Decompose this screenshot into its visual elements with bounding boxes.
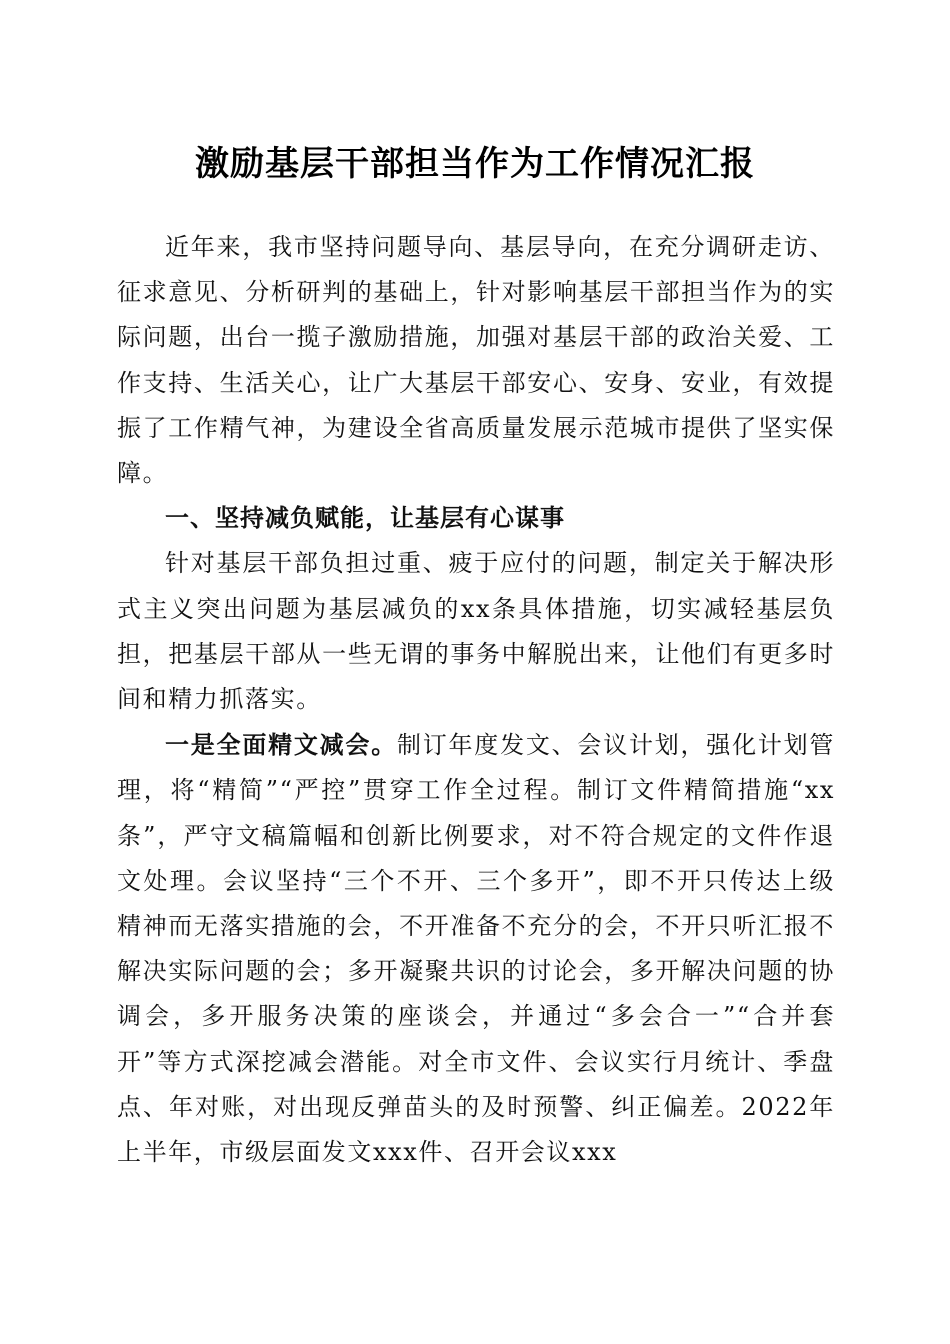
section-paragraph: 针对基层干部负担过重、疲于应付的问题，制定关于解决形式主义突出问题为基层减负的xx条具体措施，切实减轻基层负担，把基层干部从一些无谓的事务中解脱出来，让他们有更多时间和精力抓落实。 xyxy=(117,549,835,714)
item-lead: 一是全面精文减会。 xyxy=(165,730,397,760)
item-text: 制订年度发文、会议计划，强化计划管理，将“精简”“严控”贯穿工作全过程。制订文件精简措施“xx条”，严守文稿篇幅和创新比例要求，对不符合规定的文件作退文处理。会议坚持“三个不开、三个多开”，即不开只传达上级精神而无落实措施的会，不开准备不充分的会，不开只听汇报不解决实际问题的会；多开凝聚共识的讨论会，多开解决问题的协调会，多开服务决策的座谈会，并通过“多会合一”“合并套开”等方式深挖减会潜能。对全市文件、会议实行月统计、季盘点、年对账，对出现反弹苗头的及时预警、纠正偏差。2022年上半年，市级层面发文xxx件、召开会议xxx xyxy=(117,731,835,1167)
item-paragraph xyxy=(117,722,835,1175)
document-body xyxy=(117,225,835,1175)
document-title: 激励基层干部担当作为工作情况汇报 xyxy=(195,144,755,184)
intro-paragraph: 近年来，我市坚持问题导向、基层导向，在充分调研走访、征求意见、分析研判的基础上，针对影响基层干部担当作为的实际问题，出台一揽子激励措施，加强对基层干部的政治关爱、工作支持、生活关心，让广大基层干部安心、安身、安业，有效提振了工作精气神，为建设全省高质量发展示范城市提供了坚实保障。 xyxy=(117,233,835,488)
section-heading: 一、坚持减负赋能，让基层有心谋事 xyxy=(165,504,565,533)
